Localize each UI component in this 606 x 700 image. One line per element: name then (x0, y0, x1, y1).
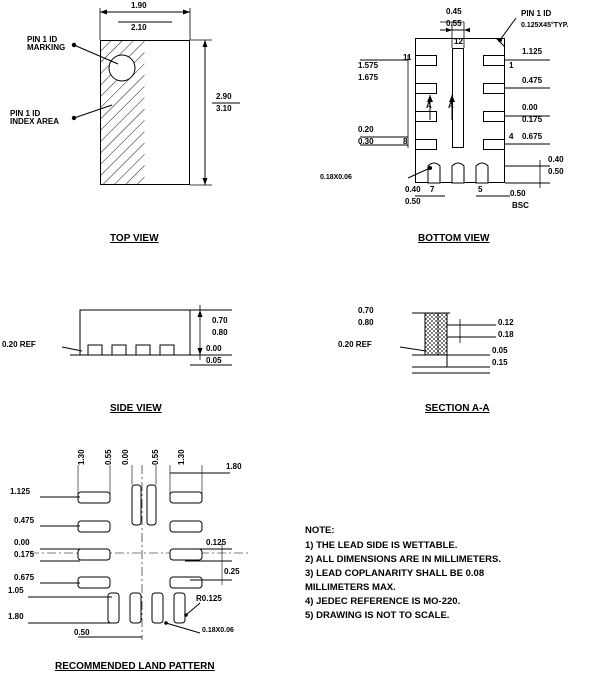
section-view-dim-018: 0.18 (498, 330, 514, 339)
notes-item-1: 1) THE LEAD SIDE IS WETTABLE. (305, 540, 458, 551)
bottom-view-section-a-left: A (426, 101, 432, 110)
bottom-view-pin-11: 11 (403, 53, 412, 62)
side-view (0, 285, 300, 425)
bottom-view-dim-055: 0.55 (446, 19, 462, 28)
bottom-view-dim-040-right: 0.40 (548, 155, 564, 164)
bottom-view-bottom-dim-lines (300, 0, 606, 250)
bottom-view-dim-1125: 1.125 (522, 47, 543, 56)
top-view-dim-width-max: 1.90 (131, 1, 147, 10)
bottom-view-dim-020: 0.20 (358, 125, 374, 134)
notes-item-3-cont: MILLIMETERS MAX. (305, 582, 396, 593)
land-pattern-dim-180-bottom: 1.80 (8, 612, 24, 621)
bottom-view-dim-0175: 0.175 (522, 115, 543, 124)
section-view-dim-080: 0.80 (358, 318, 374, 327)
top-view-callout-pin1-marking: PIN 1 ID MARKING (27, 35, 66, 53)
side-view-title: SIDE VIEW (110, 403, 162, 414)
land-pattern-dim-1125: 1.125 (10, 487, 31, 496)
section-view-dim-005: 0.05 (492, 346, 508, 355)
land-pattern-dim-055-left: 0.55 (104, 449, 113, 465)
section-view-dim-070: 0.70 (358, 306, 374, 315)
land-pattern-dim-105: 1.05 (8, 586, 24, 595)
section-view-dim-020-ref: 0.20 REF (338, 340, 372, 349)
bottom-view-pin-1: 1 (509, 61, 514, 70)
bottom-view-callout-018x006: 0.18X0.06 (320, 174, 352, 181)
notes-item-5: 5) DRAWING IS NOT TO SCALE. (305, 610, 450, 621)
land-pattern-dim-180-top: 1.80 (226, 462, 242, 471)
bottom-view-callout-pin1-id: PIN 1 ID (521, 9, 552, 18)
bottom-view-dim-0675: 0.675 (522, 132, 543, 141)
bottom-view-pin-8: 8 (403, 137, 408, 146)
bottom-view-dim-040-bottom: 0.40 (405, 185, 421, 194)
top-view-dim-height-max: 2.90 (216, 92, 232, 101)
bottom-view-pin-5: 5 (478, 185, 483, 194)
bottom-view-dim-050-right: 0.50 (548, 167, 564, 176)
bottom-view-dim-000: 0.00 (522, 103, 538, 112)
land-pattern-dim-0475: 0.475 (14, 516, 35, 525)
land-pattern-dim-000-top: 0.00 (121, 449, 130, 465)
section-view-title: SECTION A-A (425, 403, 490, 414)
land-pattern-dim-130-right: 1.30 (177, 449, 186, 465)
top-view-dim-width-min: 2.10 (131, 23, 147, 32)
side-view-dim-020-ref: 0.20 REF (2, 340, 36, 349)
notes-heading: NOTE: (305, 525, 335, 536)
land-pattern-callout-r0125: R0.125 (196, 594, 222, 603)
land-pattern-dim-025-right: 0.25 (224, 567, 240, 576)
bottom-view-dim-050-bsc: 0.50 (510, 189, 526, 198)
bottom-view-pin-4: 4 (509, 132, 514, 141)
side-view-dim-005: 0.05 (206, 356, 222, 365)
land-pattern-dim-130-left: 1.30 (77, 449, 86, 465)
bottom-view-callout-chamfer: 0.125X45°TYP. (521, 22, 569, 29)
land-pattern-dim-000-left: 0.00 (14, 538, 30, 547)
notes-item-3: 3) LEAD COPLANARITY SHALL BE 0.08 (305, 568, 485, 579)
notes-item-2: 2) ALL DIMENSIONS ARE IN MILLIMETERS. (305, 554, 501, 565)
land-pattern-dim-0175: 0.175 (14, 550, 35, 559)
notes-block (305, 525, 595, 645)
land-pattern (0, 425, 300, 700)
land-pattern-callout-018x006: 0.18X0.06 (202, 627, 234, 634)
land-pattern-geometry (0, 425, 300, 700)
bottom-view-dim-0475: 0.475 (522, 76, 543, 85)
land-pattern-dim-050-bottom: 0.50 (74, 628, 90, 637)
bottom-view-dim-045: 0.45 (446, 7, 462, 16)
land-pattern-dim-055-right: 0.55 (151, 449, 160, 465)
bottom-view-dim-1575: 1.575 (358, 61, 379, 70)
bottom-view-title: BOTTOM VIEW (418, 233, 490, 244)
section-view-dim-015: 0.15 (492, 358, 508, 367)
bottom-view-label-bsc: BSC (512, 201, 529, 210)
section-a-a (300, 285, 606, 425)
side-view-dim-000: 0.00 (206, 344, 222, 353)
bottom-view-dim-050-bottom: 0.50 (405, 197, 421, 206)
section-view-dim-012: 0.12 (498, 318, 514, 327)
side-view-dim-070: 0.70 (212, 316, 228, 325)
bottom-view (300, 0, 606, 250)
top-view (0, 0, 300, 250)
bottom-view-pin-12: 12 (454, 37, 463, 46)
top-view-title: TOP VIEW (110, 233, 159, 244)
bottom-view-dim-1675: 1.675 (358, 73, 379, 82)
land-pattern-dim-0675: 0.675 (14, 573, 35, 582)
bottom-view-section-a-right: A (448, 101, 454, 110)
land-pattern-dim-0125-right: 0.125 (206, 538, 227, 547)
top-view-dim-height-min: 3.10 (216, 104, 232, 113)
notes-item-4: 4) JEDEC REFERENCE IS MO-220. (305, 596, 461, 607)
bottom-view-dim-030: 0.30 (358, 137, 374, 146)
top-view-callout-pin1-index: PIN 1 ID INDEX AREA (10, 109, 60, 127)
bottom-view-pin-7: 7 (430, 185, 435, 194)
land-pattern-title: RECOMMENDED LAND PATTERN (55, 661, 215, 672)
side-view-dim-080: 0.80 (212, 328, 228, 337)
